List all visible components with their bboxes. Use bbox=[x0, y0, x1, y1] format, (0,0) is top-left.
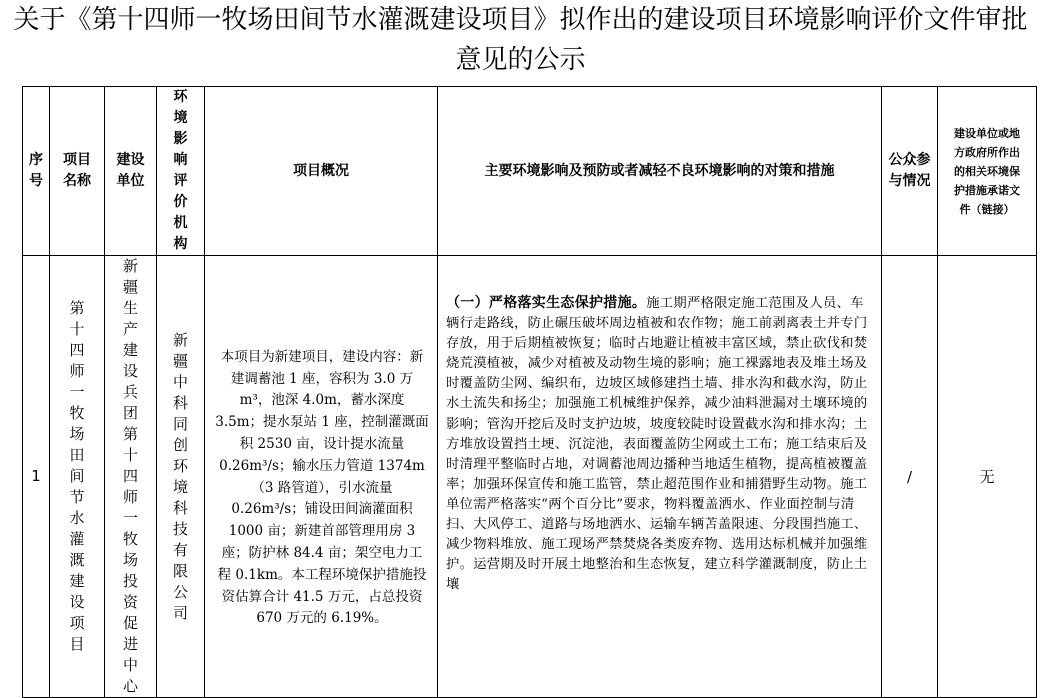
page-title bbox=[0, 0, 1041, 80]
row-no: 1 bbox=[23, 256, 50, 698]
header-project-name: 项目名称 bbox=[50, 87, 105, 256]
header-eia-agency: 环境影响评价机构 bbox=[157, 87, 205, 256]
row-measures bbox=[438, 256, 882, 698]
table-row bbox=[23, 256, 1037, 698]
measures-text bbox=[438, 289, 881, 664]
measures-body: 施工期严格限定施工范围及人员、车辆行走路线，防止碾压破坏周边植被和农作物；施工前剥离表土并专门存放，用于后期植被恢复；临时占地避让植被丰富区域，禁止砍伐和焚烧荒漠植被，减少对植被及动物生境的影响；施工裸露地表及堆土场及时覆盖防尘网、编织布，边坡区域修建挡土墙、排水沟和截水沟，防止水土流失和扬尘；加强施工机械维护保养，减少油料泄漏对土壤环境的影响；管沟开挖后及时支护边坡，坡度较陡时设置截水沟和排水沟；土方堆放设置挡土埂、沉淀池，表面覆盖防尘网或土工布；施工结束后及时清理平整临时占地，对调蓄池周边播种当地适生植物，提高植被覆盖率；加强环保宣传和施工监管，禁止超范围作业和捕猎野生动物。施工单位需严格落实“两个百分比”要求，物料覆盖洒水、作业面控制与清扫、大风停工、道路与场地洒水、运输车辆苫盖限速、分段围挡施工、减少物料堆放、施工现场严禁焚烧各类废弃物、选用达标机械并加强维护。运营期及时开展土地整治和生态恢复，建立科学灌溉制度，防止土壤 bbox=[446, 296, 868, 593]
row-commitment: 无 bbox=[938, 256, 1037, 698]
row-builder: 新疆生产建设兵团第十四师一牧场投资促进中心 bbox=[105, 256, 157, 698]
row-project-name: 第十四师一牧场田间节水灌溉建设项目 bbox=[50, 256, 105, 698]
header-public: 公众参与情况 bbox=[882, 87, 938, 256]
header-row bbox=[23, 87, 1037, 256]
title-line-2: 意见的公示 bbox=[455, 45, 586, 75]
notice-table bbox=[22, 86, 1037, 698]
header-builder: 建设单位 bbox=[105, 87, 157, 256]
overview-text: 本项目为新建项目，建设内容：新建调蓄池 1 座，容积为 3.0 万 m³，池深 4.0m，蓄水深度 3.5m；提水泵站 1 座，控制灌溉面积 2530 亩，设计提水流量 0.26m³/s；输水压力管道 1374m（3 路管道），引水流量 0.26m³/s；铺设田间滴灌面积 1000 亩；新建首部管理用房 3 座；防护林 84.4 亩；架空电力工程 0.1km。本工程环境保护措施投资估算合计 41.5 万元，占总投资 670 万元的 6.19%。 bbox=[215, 348, 429, 627]
row-public: / bbox=[882, 256, 938, 698]
header-commitment: 建设单位或地方政府所作出的相关环境保护措施承诺文件（链接） bbox=[938, 87, 1037, 256]
row-eia-agency: 新疆中科同创环境科技有限公司 bbox=[157, 256, 205, 698]
header-no: 序号 bbox=[23, 87, 50, 256]
header-measures: 主要环境影响及预防或者减轻不良环境影响的对策和措施 bbox=[438, 87, 882, 256]
title-line-1: 关于《第十四师一牧场田间节水灌溉建设项目》拟作出的建设项目环境影响评价文件审批 bbox=[13, 5, 1028, 35]
header-overview: 项目概况 bbox=[205, 87, 438, 256]
row-overview bbox=[205, 256, 438, 698]
measures-heading: （一）严格落实生态保护措施。 bbox=[446, 295, 647, 311]
